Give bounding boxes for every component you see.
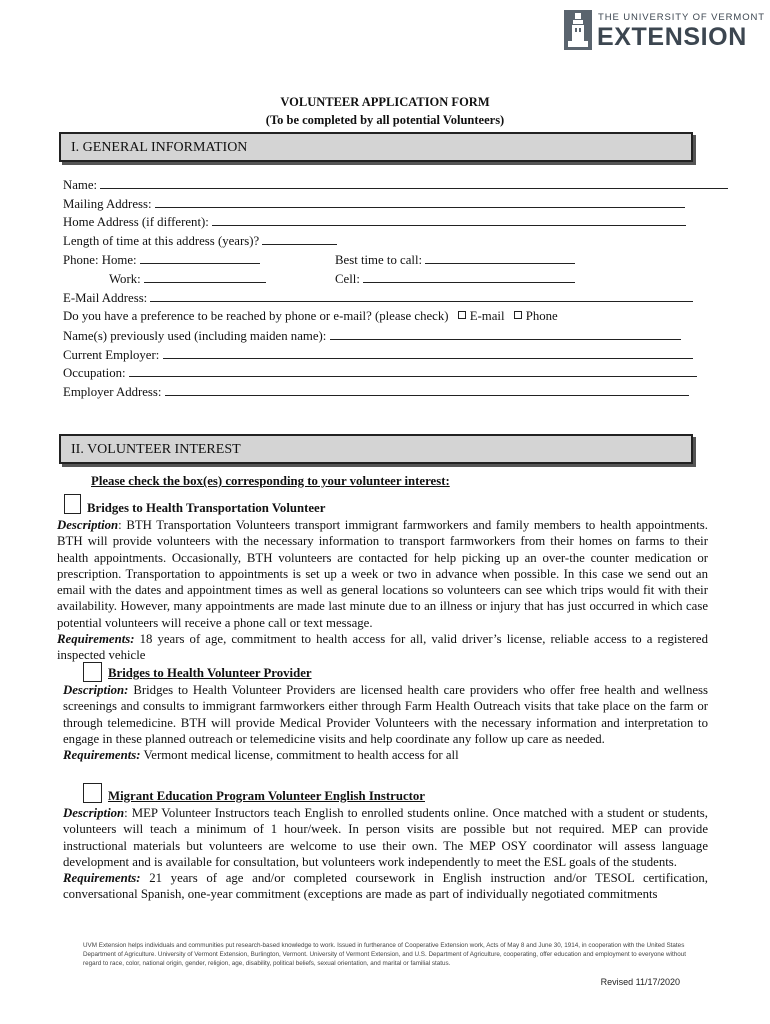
requirements-label: Requirements: xyxy=(63,748,141,763)
requirements-text: 21 years of age and/or completed coursework in English instruction and/or TESOL certification, conversational Spanish, one-year commitment (exceptions are made as part of individually negotiated commitments xyxy=(63,871,708,902)
phone-home-label: Phone: Home: xyxy=(63,253,137,267)
option-transportation-checkbox[interactable] xyxy=(64,494,81,514)
home-label: Home Address (if different): xyxy=(63,215,209,229)
email-preference-checkbox[interactable] xyxy=(458,311,466,319)
employer-field[interactable] xyxy=(163,346,693,359)
footer-statement: UVM Extension helps individuals and communities put research-based knowledge to work. Issued in furtherance of Cooperative Extension work, Acts of May 8 and June 30, 1914, in cooperation with the United States Department of Agriculture. University of Vermont Extension, Burlington, Vermont. University of Vermont Extension, and U.S. Department of Agriculture, cooperating, offer education and employment to everyone without regard to race, color, national origin, gender, religion, age, disability, political beliefs, sexual orientation, and marital or familial status. xyxy=(83,942,686,967)
employer-row xyxy=(63,346,693,363)
employer-address-field[interactable] xyxy=(165,383,689,396)
option-english-instructor-checkbox[interactable] xyxy=(83,783,102,803)
section-heading: II. VOLUNTEER INTEREST xyxy=(71,442,241,457)
best-time-row xyxy=(335,251,575,268)
best-time-label: Best time to call: xyxy=(335,253,423,267)
email-field[interactable] xyxy=(150,289,693,302)
requirements-label: Requirements: xyxy=(57,632,135,647)
description-text: : BTH Transportation Volunteers transport immigrant farmworkers and family members to health appointments. BTH will provide volunteers with the necessary information to transport farmworkers from their homes on farms to their health appointments. Occasionally, BTH volunteers are contacted for help picking up an over-the counter medication or prescription. Transportation to appointments is set up a week or two in advance when possible. In this case we send out an email with the dates and appointment times as well as general locations so volunteers can see which trips would fit with their availability. However, many appointments are made last minute due to an illness or injury that has just occurred in which case potential volunteers will receive a phone call or text message. xyxy=(57,518,708,630)
occupation-row xyxy=(63,364,697,381)
work-label: Work: xyxy=(109,272,141,286)
phone-preference-checkbox[interactable] xyxy=(514,311,522,319)
extension-wordmark: EXTENSION xyxy=(597,23,747,51)
description-label: Description xyxy=(63,806,125,820)
name-field[interactable] xyxy=(100,176,728,189)
option-english-instructor-description xyxy=(63,805,708,903)
interest-instruction: Please check the box(es) corresponding to your volunteer interest: xyxy=(91,474,450,488)
length-label: Length of time at this address (years)? xyxy=(63,234,260,248)
option-provider-title: Bridges to Health Volunteer Provider xyxy=(108,666,312,680)
mailing-label: Mailing Address: xyxy=(63,197,152,211)
length-row xyxy=(63,232,337,249)
requirements-text: Vermont medical license, commitment to health access for all xyxy=(140,748,459,763)
employer-label: Current Employer: xyxy=(63,348,160,362)
email-label: E-Mail Address: xyxy=(63,291,148,305)
uvm-extension-logo xyxy=(564,10,765,52)
mailing-address-field[interactable] xyxy=(155,195,685,208)
form-title: VOLUNTEER APPLICATION FORM xyxy=(280,95,490,109)
preference-label: Do you have a preference to be reached by phone or e-mail? (please check) xyxy=(63,309,449,323)
option-english-instructor-title: Migrant Education Program Volunteer English Instructor xyxy=(108,789,425,803)
best-time-field[interactable] xyxy=(425,251,575,264)
phone-work-row xyxy=(109,270,266,287)
section-general-information xyxy=(59,132,693,162)
option-transportation-description xyxy=(57,517,708,664)
phone-work-field[interactable] xyxy=(144,270,266,283)
preference-row xyxy=(63,308,558,324)
email-option-label: E-mail xyxy=(469,309,505,323)
name-row xyxy=(63,176,728,193)
building-tower-icon xyxy=(564,10,592,50)
employer-address-row xyxy=(63,383,689,400)
home-address-field[interactable] xyxy=(212,213,686,226)
phone-home-field[interactable] xyxy=(140,251,260,264)
previous-names-field[interactable] xyxy=(330,327,681,340)
employer-address-label: Employer Address: xyxy=(63,385,162,399)
length-field[interactable] xyxy=(262,232,337,245)
phone-option-label: Phone xyxy=(525,309,558,323)
home-row xyxy=(63,213,686,230)
description-label: Description xyxy=(57,518,119,532)
cell-field[interactable] xyxy=(363,270,575,283)
requirements-label: Requirements: xyxy=(63,871,141,886)
university-name: THE UNIVERSITY OF VERMONT xyxy=(598,12,765,23)
occupation-field[interactable] xyxy=(129,364,697,377)
previous-names-label: Name(s) previously used (including maiden name): xyxy=(63,329,327,343)
option-provider-description xyxy=(63,682,708,763)
cell-row xyxy=(335,270,575,287)
name-label: Name: xyxy=(63,178,98,192)
section-heading: I. GENERAL INFORMATION xyxy=(71,140,248,155)
mailing-row xyxy=(63,195,685,212)
email-row xyxy=(63,289,693,306)
form-subtitle: (To be completed by all potential Volunteers) xyxy=(265,113,505,127)
description-label: Description: xyxy=(63,683,129,697)
occupation-label: Occupation: xyxy=(63,366,126,380)
description-text: Bridges to Health Volunteer Providers are licensed health care providers who offer free health and wellness screenings and consults to immigrant farmworkers either through Farm Health Outreach visits that take place on the farm or through telemedicine. BTH will provide Medical Provider Volunteers with the necessary information and interpretation to engage in these planned outreach or telemedicine visits and help coordinate any follow up care as needed. xyxy=(63,683,708,746)
phone-home-row xyxy=(63,251,260,268)
requirements-text: 18 years of age, commitment to health access for all, valid driver’s license, reliable access to a registered inspected vehicle xyxy=(57,632,708,663)
description-text: : MEP Volunteer Instructors teach English to enrolled students online. Once matched with a student or students, volunteers will teach a minimum of 1 hour/week. In person visits are possible but not required. MEP can provide instructional materials but volunteers are welcome to use their own. The MEP OSY coordinator will assess language development and is available for consultation, but volunteers work independently to meet the ESL goals of the students. xyxy=(63,806,708,869)
cell-label: Cell: xyxy=(335,272,360,286)
revised-date: Revised 11/17/2020 xyxy=(600,977,680,987)
previous-names-row xyxy=(63,327,681,344)
section-volunteer-interest xyxy=(59,434,693,464)
option-transportation-title: Bridges to Health Transportation Volunteer xyxy=(87,501,326,515)
option-provider-checkbox[interactable] xyxy=(83,662,102,682)
